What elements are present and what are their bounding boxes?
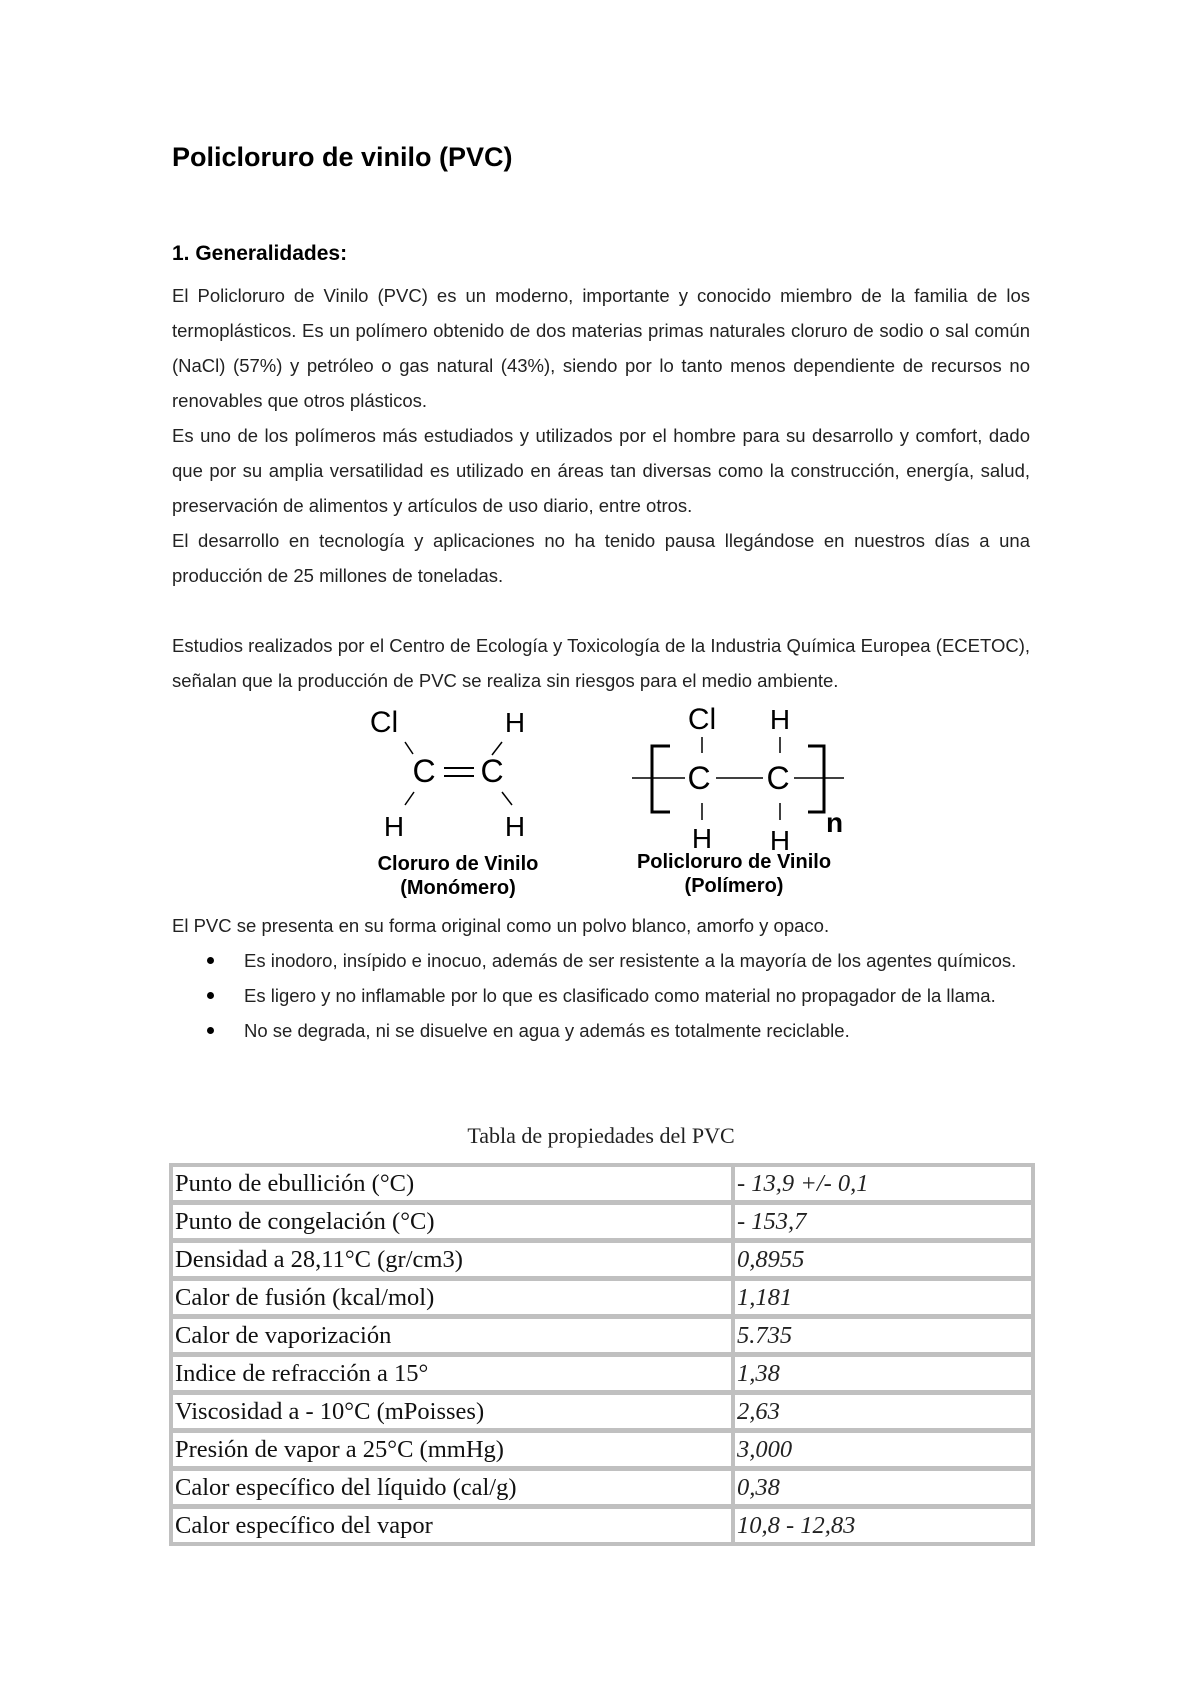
monomer-atom-cl: Cl xyxy=(369,706,399,739)
monomer-label-type: (Monómero) xyxy=(400,877,516,899)
table-row xyxy=(173,1205,1031,1243)
property-value: 0,8955 xyxy=(735,1243,1031,1281)
property-value: 5.735 xyxy=(735,1319,1031,1357)
property-name: Calor específico del líquido (cal/g) xyxy=(173,1471,735,1509)
paragraph-ecetoc: Estudios realizados por el Centro de Ecología y Toxicología de la Industria Química Europea (ECETOC), señalan que la producción de PVC se realiza sin riesgos para el medio ambiente. xyxy=(172,635,1030,691)
list-item-text: No se degrada, ni se disuelve en agua y además es totalmente reciclable. xyxy=(244,1020,850,1041)
table-row xyxy=(173,1471,1031,1509)
bullet-icon xyxy=(207,957,214,964)
property-name: Punto de ebullición (°C) xyxy=(173,1167,735,1205)
table-row xyxy=(173,1357,1031,1395)
paragraph-uses: Es uno de los polímeros más estudiados y utilizados por el hombre para su desarrollo y comfort, dado que por su amplia versatilidad es utilizado en áreas tan diversas como la construcción, energía, salud, preservación de alimentos y artículos de uso diario, entre otros. xyxy=(172,425,1030,516)
paragraph-intro: El Policloruro de Vinilo (PVC) es un moderno, importante y conocido miembro de la familia de los termoplásticos. Es un polímero obtenido de dos materias primas naturales cloruro de sodio o sal común (NaCl) (57%) y petróleo o gas natural (43%), siendo por lo tanto menos dependiente de recursos no renovables que otros plásticos. xyxy=(172,285,1030,411)
polymer-atom-h-top: H xyxy=(769,704,791,735)
property-name: Viscosidad a - 10°C (mPoisses) xyxy=(173,1395,735,1433)
paragraph-production: El desarrollo en tecnología y aplicaciones no ha tenido pausa llegándose en nuestros días a una producción de 25 millones de toneladas. xyxy=(172,530,1030,586)
table-row xyxy=(173,1243,1031,1281)
paragraph-appearance: El PVC se presenta en su forma original como un polvo blanco, amorfo y opaco. xyxy=(172,915,830,936)
table-caption: Tabla de propiedades del PVC xyxy=(467,1123,735,1148)
list-item-text: Es inodoro, insípido e inocuo, además de ser resistente a la mayoría de los agentes químicos. xyxy=(244,950,1017,971)
page-title: Policloruro de vinilo (PVC) xyxy=(172,142,513,172)
property-value: 1,181 xyxy=(735,1281,1031,1319)
polymer-label-type: (Polímero) xyxy=(684,875,784,897)
property-value: 3,000 xyxy=(735,1433,1031,1471)
monomer-atom-h-bl: H xyxy=(383,811,405,842)
table-row xyxy=(173,1509,1031,1542)
polymer-label-name: Policloruro de Vinilo xyxy=(636,851,832,873)
monomer-atom-h-top: H xyxy=(504,707,526,738)
monomer-bond-h-br xyxy=(502,792,512,805)
property-value: 1,38 xyxy=(735,1357,1031,1395)
property-name: Densidad a 28,11°C (gr/cm3) xyxy=(173,1243,735,1281)
property-value: 0,38 xyxy=(735,1471,1031,1509)
property-value: 10,8 - 12,83 xyxy=(737,1511,856,1539)
list-item-text: Es ligero y no inflamable por lo que es clasificado como material no propagador de la llama. xyxy=(244,985,996,1006)
property-name: Calor de fusión (kcal/mol) xyxy=(173,1281,735,1319)
property-value: - 153,7 xyxy=(735,1205,1031,1243)
monomer-atom-h-br: H xyxy=(504,811,526,842)
polymer-bracket-right xyxy=(808,746,824,812)
property-value: - 13,9 +/- 0,1 xyxy=(735,1167,1031,1205)
property-name: Calor de vaporización xyxy=(173,1319,735,1357)
table-row xyxy=(173,1433,1031,1471)
list-item xyxy=(172,1013,1030,1048)
property-name: Punto de congelación (°C) xyxy=(173,1205,735,1243)
table-row xyxy=(173,1395,1031,1433)
polymer-subscript-n: n xyxy=(826,807,844,838)
table-row xyxy=(173,1319,1031,1357)
section-heading: 1. Generalidades: xyxy=(172,242,348,265)
polymer-atom-h-bl: H xyxy=(691,823,713,854)
polymer-atom-c1: C xyxy=(687,760,711,796)
property-name: Indice de refracción a 15° xyxy=(173,1357,735,1395)
monomer-bond-h-bl xyxy=(405,792,414,805)
monomer-label-name: Cloruro de Vinilo xyxy=(377,853,539,875)
pvc-structure-diagram xyxy=(350,700,870,910)
polymer-atom-h-br: H xyxy=(769,825,791,856)
property-name: Presión de vapor a 25°C (mmHg) xyxy=(173,1433,735,1471)
polymer-atom-c2: C xyxy=(766,760,790,796)
list-item xyxy=(172,943,1030,978)
monomer-atom-c1: C xyxy=(412,753,436,789)
property-value: 2,63 xyxy=(735,1395,1031,1433)
table-row xyxy=(173,1281,1031,1319)
polymer-atom-cl: Cl xyxy=(687,703,717,736)
properties-table xyxy=(169,1163,1035,1546)
properties-bullet-list xyxy=(172,943,1030,1048)
bullet-icon xyxy=(207,992,214,999)
property-name: Calor específico del vapor xyxy=(173,1509,735,1542)
polymer-bracket-left xyxy=(652,746,670,812)
list-item xyxy=(172,978,1030,1013)
bullet-icon xyxy=(207,1027,214,1034)
monomer-atom-c2: C xyxy=(480,753,504,789)
table-row xyxy=(173,1167,1031,1205)
